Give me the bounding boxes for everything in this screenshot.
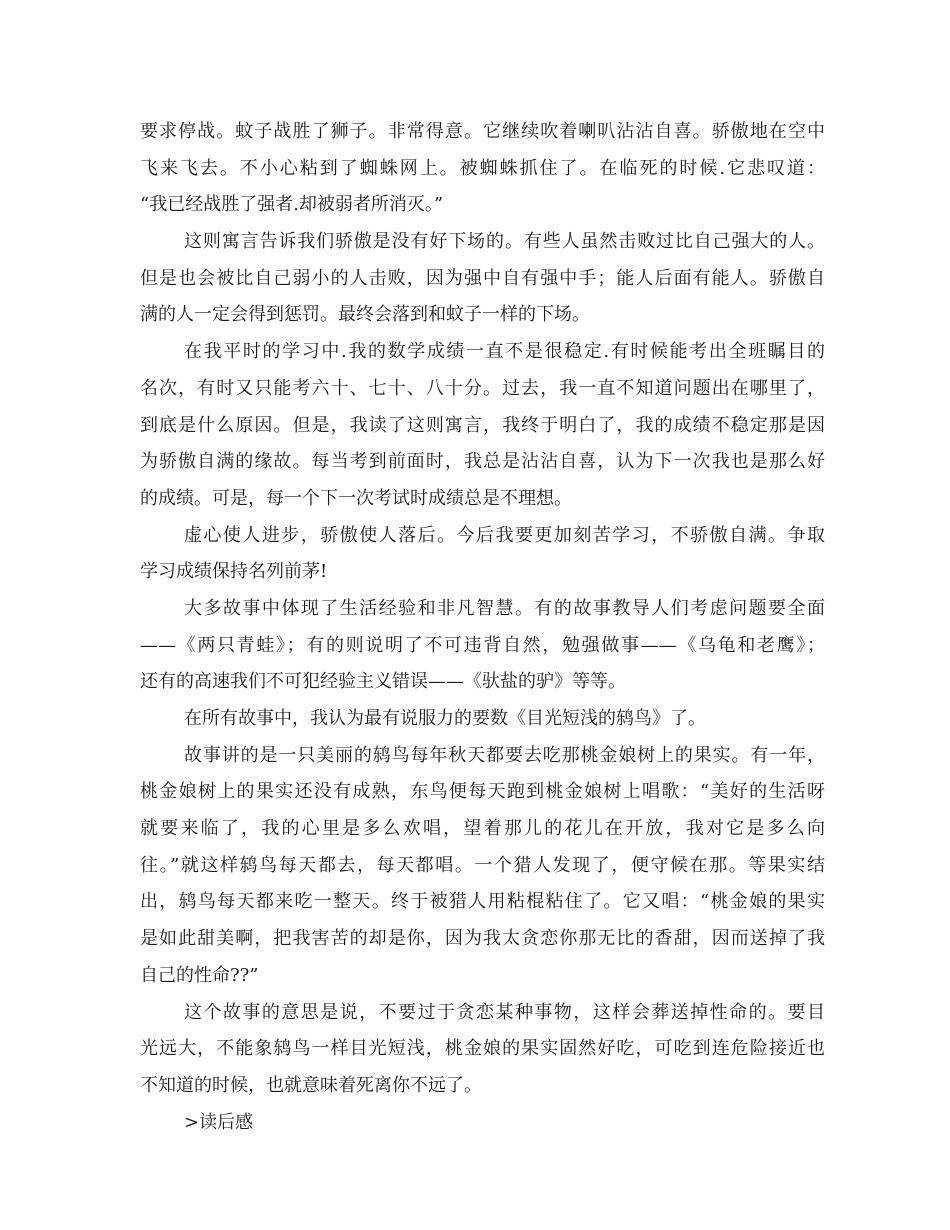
text-line: ——《两只青蛙》；有的则说明了不可违背自然，勉强做事——《乌龟和老鹰》； xyxy=(140,634,825,656)
section-link-text: >读后感 xyxy=(184,1111,254,1133)
text-line: 出，鸫鸟每天都来吃一整天。终于被猎人用粘棍粘住了。它又唱：“桃金娘的果实 xyxy=(140,891,825,913)
text-line: 要求停战。蚊子战胜了狮子。非常得意。它继续吹着喇叭沾沾自喜。骄傲地在空中 xyxy=(140,121,825,142)
text-line: 就要来临了，我的心里是多么欢唱，望着那儿的花儿在开放，我对它是多么向 xyxy=(140,818,825,840)
text-line: 学习成绩保持名列前茅! xyxy=(140,561,328,583)
paragraph-start-line: 在所有故事中，我认为最有说服力的要数《目光短浅的鸫鸟》了。 xyxy=(184,708,706,729)
text-line: 满的人一定会得到惩罚。最终会落到和蚊子一样的下场。 xyxy=(140,304,590,326)
paragraph-start-line: 大多故事中体现了生活经验和非凡智慧。有的故事教导人们考虑问题要全面 xyxy=(184,597,825,619)
text-line: 的成绩。可是，每一个下一次考试时成绩总是不理想。 xyxy=(140,487,572,509)
text-line: 但是也会被比自己弱小的人击败，因为强中自有强中手；能人后面有能人。骄傲自 xyxy=(140,267,825,289)
paragraph-start-line: 这则寓言告诉我们骄傲是没有好下场的。有些人虽然击败过比自己强大的人。 xyxy=(184,231,825,253)
text-line: 往。”就这样鸫鸟每天都去，每天都唱。一个猎人发现了，便守候在那。等果实结 xyxy=(140,854,825,876)
text-line: 为骄傲自满的缘故。每当考到前面时，我总是沾沾自喜，认为下一次我也是那么好 xyxy=(140,451,825,473)
text-line: 自己的性命??” xyxy=(140,964,259,986)
document-body xyxy=(140,114,825,1141)
text-line: 不知道的时候，也就意味着死离你不远了。 xyxy=(140,1074,482,1096)
paragraph-start-line: 在我平时的学习中.我的数学成绩一直不是很稳定.有时候能考出全班瞩目的 xyxy=(184,341,825,363)
paragraph-start-line: 这个故事的意思是说，不要过于贪恋某种事物，这样会葬送掉性命的。要目 xyxy=(184,1001,825,1023)
text-line: 飞来飞去。不小心粘到了蜘蛛网上。被蜘蛛抓住了。在临死的时候.它悲叹道： xyxy=(140,157,825,179)
paragraph-start-line: 虚心使人进步，骄傲使人落后。今后我要更加刻苦学习，不骄傲自满。争取 xyxy=(184,524,825,546)
text-line: 光远大，不能象鸫鸟一样目光短浅，桃金娘的果实固然好吃，可吃到连危险接近也 xyxy=(140,1038,825,1060)
text-line: 桃金娘树上的果实还没有成熟，东鸟便每天跑到桃金娘树上唱歌：“美好的生活呀 xyxy=(140,781,825,803)
text-line: 名次，有时又只能考六十、七十、八十分。过去，我一直不知道问题出在哪里了， xyxy=(140,377,825,399)
text-line: 到底是什么原因。但是，我读了这则寓言，我终于明白了，我的成绩不稳定那是因 xyxy=(140,414,825,436)
text-line: “我已经战胜了强者.却被弱者所消灭。” xyxy=(140,194,444,216)
text-line: 还有的高速我们不可犯经验主义错误——《驮盐的驴》等等。 xyxy=(140,671,626,693)
paragraph-start-line: 故事讲的是一只美丽的鸫鸟每年秋天都要去吃那桃金娘树上的果实。有一年， xyxy=(184,744,825,766)
text-line: 是如此甜美啊，把我害苦的却是你，因为我太贪恋你那无比的香甜，因而送掉了我 xyxy=(140,928,825,950)
